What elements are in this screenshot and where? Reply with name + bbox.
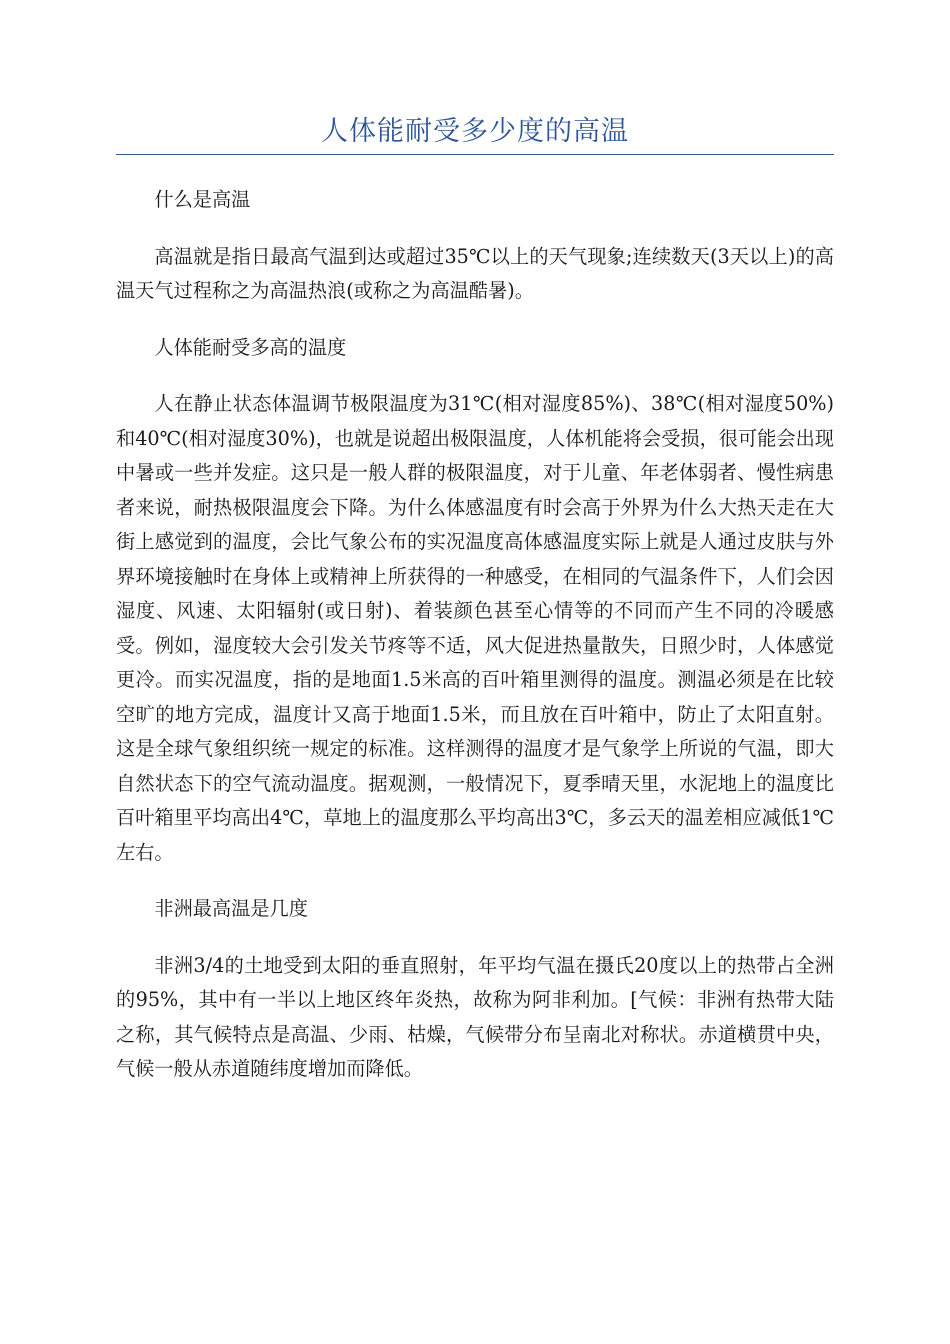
section-heading-africa-max-temp: 非洲最高温是几度 — [154, 897, 308, 920]
document-body — [116, 183, 834, 1087]
section-body-what-is-high-temp: 高温就是指日最高气温到达或超过35℃以上的天气现象;连续数天(3天以上)的高温天气过程称之为高温热浪(或称之为高温酷暑)。 — [116, 244, 834, 302]
section-body-body-tolerance: 人在静止状态体温调节极限温度为31℃(相对湿度85%)、38℃(相对湿度50%)和40℃(相对湿度30%)，也就是说超出极限温度，人体机能将会受损，很可能会出现中暑或一些并发症。这只是一般人群的极限温度，对于儿童、年老体弱者、慢性病患者来说，耐热极限温度会下降。为什么体感温度有时会高于外界为什么大热天走在大街上感觉到的温度，会比气象公布的实况温度高体感温度实际上就是人通过皮肤与外界环境接触时在身体上或精神上所获得的一种感受，在相同的气温条件下，人们会因湿度、风速、太阳辐射(或日射)、着装颜色甚至心情等的不同而产生不同的冷暖感受。例如，湿度较大会引发关节疼等不适，风大促进热量散失，日照少时，人体感觉更冷。而实况温度，指的是地面1.5米高的百叶箱里测得的温度。测温必须是在比较空旷的地方完成，温度计又高于地面1.5米，而且放在百叶箱中，防止了太阳直射。这是全球气象组织统一规定的标准。这样测得的温度才是气象学上所说的气温，即大自然状态下的空气流动温度。据观测，一般情况下，夏季晴天里，水泥地上的温度比百叶箱里平均高出4℃，草地上的温度那么平均高出3℃，多云天的温差相应减低1℃左右。 — [116, 392, 834, 864]
section-heading-what-is-high-temp: 什么是高温 — [154, 188, 251, 211]
title-underline — [116, 154, 834, 155]
section-heading-body-tolerance: 人体能耐受多高的温度 — [154, 335, 347, 359]
section-body-africa-max-temp: 非洲3/4的土地受到太阳的垂直照射，年平均气温在摄氏20度以上的热带占全洲的95%，其中有一半以上地区终年炎热，故称为阿非利加。[气候：非洲有热带大陆之称，其气候特点是高温、少雨、枯燥，气候带分布呈南北对称状。赤道横贯中央，气候一般从赤道随纬度增加而降低。 — [116, 953, 834, 1080]
page-title: 人体能耐受多少度的高温 — [321, 116, 629, 147]
document-page — [116, 0, 834, 1109]
